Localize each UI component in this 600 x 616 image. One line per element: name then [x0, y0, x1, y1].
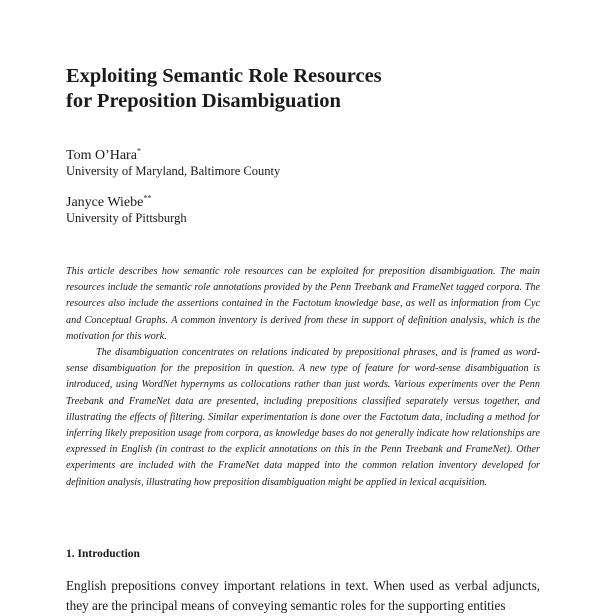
author-name-1 — [66, 147, 141, 164]
abstract — [66, 264, 540, 491]
abstract-paragraph-1: This article describes how semantic role resources can be exploited for preposition disambiguation. The main resources include the semantic role annotations provided by the Penn Treebank and FrameNet tagged corpora. The resources also include the assertions contained in the Factotum knowledge base, as well as information from Cyc and Conceptual Graphs. A common inventory is derived from these in support of definition analysis, which is the motivation for this work. — [66, 266, 540, 342]
paper-title-line-2: for Preposition Disambiguation — [66, 90, 341, 112]
author-name-2-text: Janyce Wiebe — [66, 195, 144, 210]
paper-title-line-1: Exploiting Semantic Role Resources — [66, 65, 382, 87]
abstract-paragraph-2: The disambiguation concentrates on relations indicated by prepositional phrases, and is framed as word-sense disambiguation for the preposition in question. A new type of feature for word-sense disambiguation is introduced, using WordNet hypernyms as collocations rather than just words. Various experiments over the Penn Treebank and FrameNet data are presented, including prepositions classified separately versus together, and illustrating the effects of filtering. Similar experimentation is done over the Factotum data, including a method for inferring likely preposition usage from corpora, as knowledge bases do not generally indicate how relationships are expressed in English (in contrast to the explicit annotations on this in the Penn Treebank and FrameNet). Other experiments are included with the FrameNet data mapped into the common relation inventory developed for definition analysis, illustrating how preposition disambiguation might be applied in lexical acquisition. — [66, 347, 540, 488]
section-heading: 1. Introduction — [66, 548, 140, 560]
author-mark-2: ** — [143, 193, 152, 203]
author-mark-1: * — [136, 146, 141, 156]
section-body-text: English prepositions convey important relations in text. When used as verbal adjuncts, they are the principal means of conveying semantic roles for the supporting entities — [66, 578, 540, 613]
author-affiliation-2: University of Pittsburgh — [66, 211, 187, 225]
paper-title — [66, 64, 536, 114]
author-affiliation-1: University of Maryland, Baltimore County — [66, 164, 281, 178]
author-name-1-text: Tom O’Hara — [66, 148, 137, 163]
author-name-2 — [66, 194, 151, 211]
